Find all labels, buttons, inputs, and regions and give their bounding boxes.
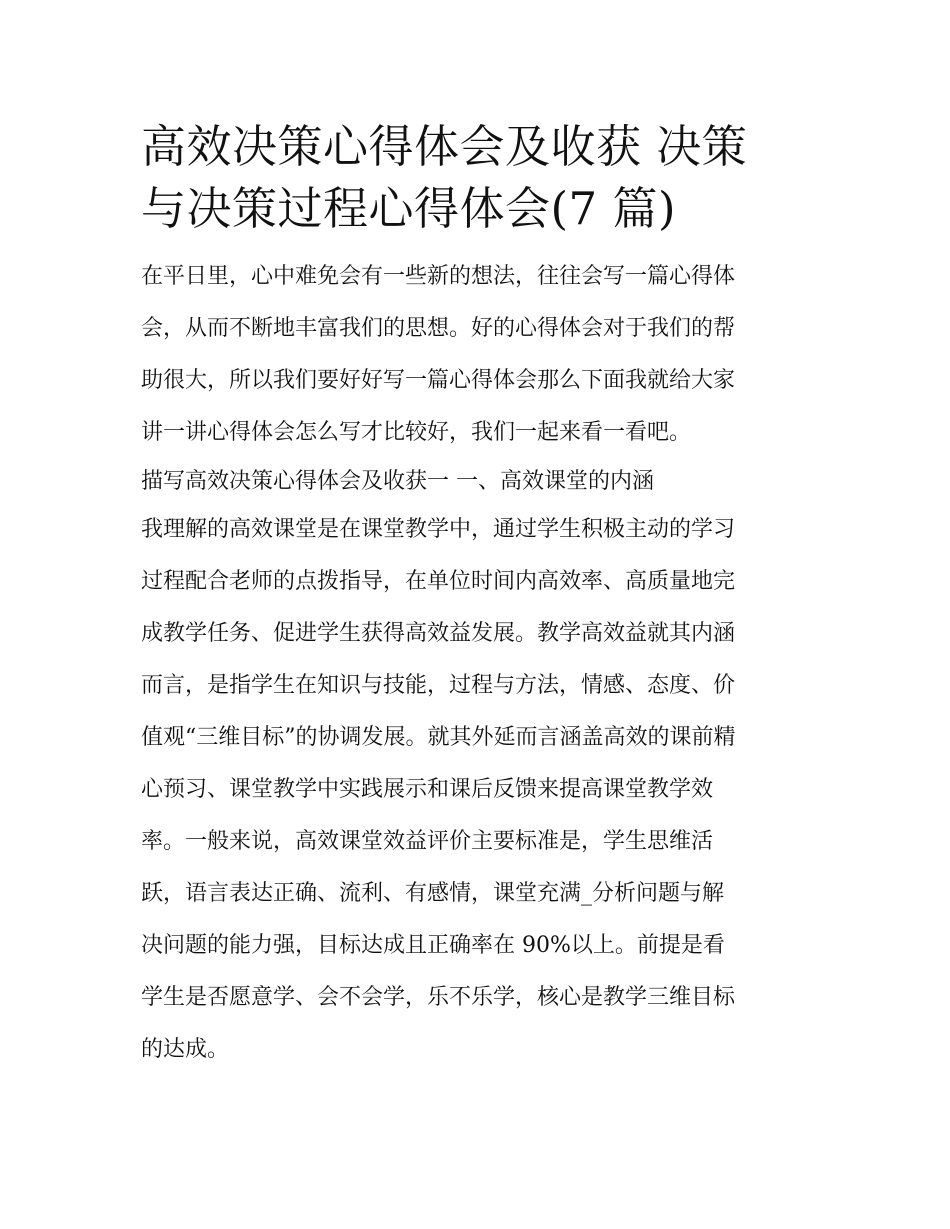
title-line-2: 与决策过程心得体会(7 篇) bbox=[141, 182, 677, 235]
intro-line: 会，从而不断地丰富我们的思想。好的心得体会对于我们的帮 bbox=[141, 316, 736, 341]
body-line: 值观“三维目标”的协调发展。就其外延而言涵盖高效的课前精 bbox=[141, 725, 736, 750]
intro-line: 在平日里，心中难免会有一些新的想法，往往会写一篇心得体 bbox=[141, 264, 736, 289]
body-line: 跃，语言表达正确、流利、有感情，课堂充满_分析问题与解 bbox=[141, 881, 725, 906]
intro-paragraph bbox=[141, 251, 813, 459]
section-heading: 描写高效决策心得体会及收获一 一、高效课堂的内涵 bbox=[141, 469, 654, 494]
body-line: 我理解的高效课堂是在课堂教学中，通过学生积极主动的学习 bbox=[141, 517, 736, 542]
body-line: 学生是否愿意学、会不会学，乐不乐学，核心是教学三维目标 bbox=[141, 985, 736, 1010]
intro-line: 助很大，所以我们要好好写一篇心得体会那么下面我就给大家 bbox=[141, 368, 736, 393]
title-line-1: 高效决策心得体会及收获 决策 bbox=[141, 120, 748, 173]
body-line: 决问题的能力强，目标达成且正确率在 90%以上。前提是看 bbox=[141, 933, 725, 958]
document-body bbox=[141, 251, 813, 1076]
section-heading-paragraph bbox=[141, 459, 813, 504]
body-paragraph bbox=[141, 504, 813, 1076]
document-content bbox=[141, 116, 813, 1076]
body-line: 的达成。 bbox=[141, 1037, 230, 1062]
intro-line: 讲一讲心得体会怎么写才比较好，我们一起来看一看吧。 bbox=[141, 420, 692, 445]
body-line: 率。一般来说，高效课堂效益评价主要标准是，学生思维活 bbox=[141, 829, 714, 854]
body-line: 心预习、课堂教学中实践展示和课后反馈来提高课堂教学效 bbox=[141, 777, 714, 802]
body-line: 过程配合老师的点拨指导，在单位时间内高效率、高质量地完 bbox=[141, 569, 736, 594]
document-title bbox=[141, 116, 813, 240]
body-line: 成教学任务、促进学生获得高效益发展。教学高效益就其内涵 bbox=[141, 621, 736, 646]
body-line: 而言，是指学生在知识与技能，过程与方法，情感、态度、价 bbox=[141, 673, 736, 698]
